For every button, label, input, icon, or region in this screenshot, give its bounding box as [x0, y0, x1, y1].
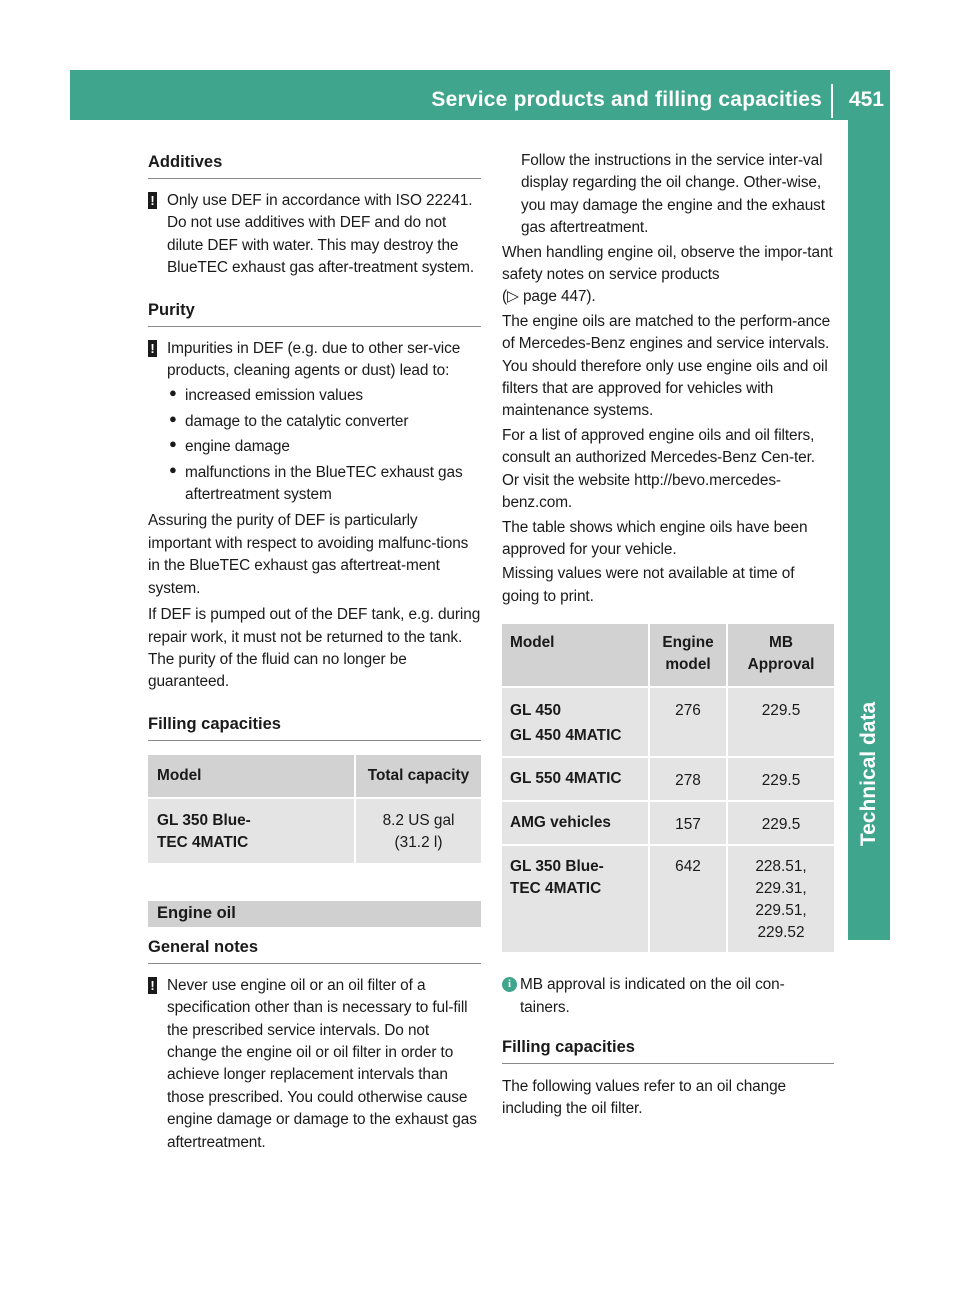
mb-approval-cell: 229.5 — [726, 686, 834, 756]
warning-icon: ! — [148, 340, 157, 357]
model-cell: GL 350 Blue- TEC 4MATIC — [502, 844, 648, 952]
approved-list-paragraph: For a list of approved engine oils and oil filters, consult an authorized Mercedes-Benz Cen-ter. Or visit the website http://bevo.mercedes-benz.com. — [502, 426, 815, 512]
additives-heading: Additives — [148, 150, 481, 179]
engine-model-cell: 276 — [648, 686, 726, 756]
table-row — [502, 686, 834, 756]
engine-model-cell: 278 — [648, 756, 726, 800]
engine-oil-bar: Engine oil — [148, 901, 481, 927]
capacity-line: (31.2 l) — [394, 833, 443, 851]
model-cell: GL 450 GL 450 4MATIC — [502, 686, 648, 756]
additives-warning — [148, 190, 481, 280]
general-notes-heading: General notes — [148, 935, 481, 964]
safety-notes-paragraph: When handling engine oil, observe the impor-tant safety notes on service products (▷ page 447). — [502, 243, 833, 306]
table-row — [502, 756, 834, 800]
table-row — [502, 800, 834, 844]
purity-heading: Purity — [148, 298, 481, 327]
capacity-cell — [354, 797, 481, 863]
purity-warning — [148, 338, 481, 383]
safety-notes-text: When handling engine oil, observe the impor-tant safety notes on service products — [502, 243, 833, 284]
purity-bullet-list — [148, 385, 481, 506]
additives-warning-text: Only use DEF in accordance with ISO 22241. Do not use additives with DEF and do not dilute DEF with water. This may destroy the BlueTEC exhaust gas after-treatment system. — [167, 192, 475, 277]
page-reference-arrow-icon: ▷ — [507, 288, 519, 306]
oil-filling-capacities-heading: Filling capacities — [502, 1035, 834, 1064]
filling-capacities-heading: Filling capacities — [148, 712, 481, 741]
engine-oil-warning-text: Never use engine oil or an oil filter of a specification other than is necessary to ful-fill the prescribed service intervals. Do not change the engine oil or oil filter in order to achieve longer replacement intervals than those prescribed. You could otherwise cause engine damage or damage to the exhaust gas aftertreatment. — [167, 976, 477, 1151]
side-tab-label: Technical data — [857, 701, 880, 847]
model-line: TEC 4MATIC — [157, 833, 249, 851]
warning-icon: ! — [148, 192, 157, 209]
column-header-mb-approval: MB Approval — [726, 624, 834, 686]
warning-icon: ! — [148, 977, 157, 994]
purity-paragraph-1: Assuring the purity of DEF is particularly important with respect to avoiding malfunc-tions in the BlueTEC exhaust gas aftertreat-ment system. — [148, 512, 469, 597]
model-cell: AMG vehicles — [502, 800, 648, 844]
column-header-engine-model: Engine model — [648, 624, 726, 686]
table-intro-paragraph: The table shows which engine oils have been approved for your vehicle. — [502, 518, 808, 558]
column-header-capacity: Total capacity — [354, 755, 481, 797]
continued-warning-text: Follow the instructions in the service inter-val display regarding the oil change. Other-wise, you may damage the engine and the exhaust gas aftertreatment. — [521, 152, 825, 237]
info-icon: i — [502, 977, 517, 992]
header-divider — [831, 84, 833, 118]
left-column — [148, 150, 481, 1154]
filling-capacities-table — [148, 755, 481, 863]
right-column — [502, 150, 834, 1121]
list-item-text: damage to the catalytic converter — [185, 412, 409, 430]
purity-warning-text: Impurities in DEF (e.g. due to other ser-vice products, cleaning agents or dust) lead to: — [167, 339, 461, 380]
header-title: Service products and filling capacities — [431, 88, 822, 111]
engine-model-cell: 157 — [648, 800, 726, 844]
mb-approval-cell: 229.5 — [726, 800, 834, 844]
table-row — [148, 797, 481, 863]
list-item — [167, 436, 481, 458]
bullet-icon: ● — [169, 461, 177, 477]
engine-model-cell: 642 — [648, 844, 726, 952]
page-number: 451 — [848, 88, 884, 111]
model-cell: GL 550 4MATIC — [502, 756, 648, 800]
model-line: GL 350 Blue- — [157, 811, 251, 829]
info-note — [502, 974, 834, 1019]
bullet-icon: ● — [169, 410, 177, 426]
list-item-text: malfunctions in the BlueTEC exhaust gas aftertreatment system — [185, 463, 463, 504]
info-note-text: MB approval is indicated on the oil con-tainers. — [520, 976, 785, 1016]
column-header-model: Model — [148, 755, 354, 797]
bullet-icon: ● — [169, 385, 177, 401]
list-item-text: increased emission values — [185, 387, 364, 405]
engine-oils-paragraph: The engine oils are matched to the perform-ance of Mercedes-Benz engines and service intervals. You should therefore only use engine oils and oil filters that are approved for vehicles with maintenance systems. — [502, 312, 831, 420]
list-item — [167, 462, 481, 507]
page-reference-link[interactable]: page 447). — [522, 288, 596, 306]
table-row — [502, 844, 834, 952]
engine-oil-warning — [148, 975, 481, 1154]
mb-approval-cell: 228.51, 229.31, 229.51, 229.52 — [726, 844, 834, 952]
model-cell — [148, 797, 354, 863]
bullet-icon: ● — [169, 436, 177, 452]
purity-paragraph-2: If DEF is pumped out of the DEF tank, e.g. during repair work, it must not be returned to the tank. The purity of the fluid can no longer be guaranteed. — [148, 606, 481, 691]
list-item — [167, 385, 481, 407]
mb-approval-cell: 229.5 — [726, 756, 834, 800]
table-header-row — [502, 624, 834, 686]
list-item — [167, 411, 481, 433]
missing-values-paragraph: Missing values were not available at time of going to print. — [502, 565, 795, 605]
oil-filling-capacities-text: The following values refer to an oil change including the oil filter. — [502, 1077, 787, 1118]
table-header-row — [148, 755, 481, 797]
capacity-line: 8.2 US gal — [382, 811, 455, 829]
column-header-model: Model — [502, 624, 648, 686]
page-header — [70, 70, 890, 120]
list-item-text: engine damage — [185, 438, 290, 456]
engine-oil-table — [502, 624, 834, 952]
